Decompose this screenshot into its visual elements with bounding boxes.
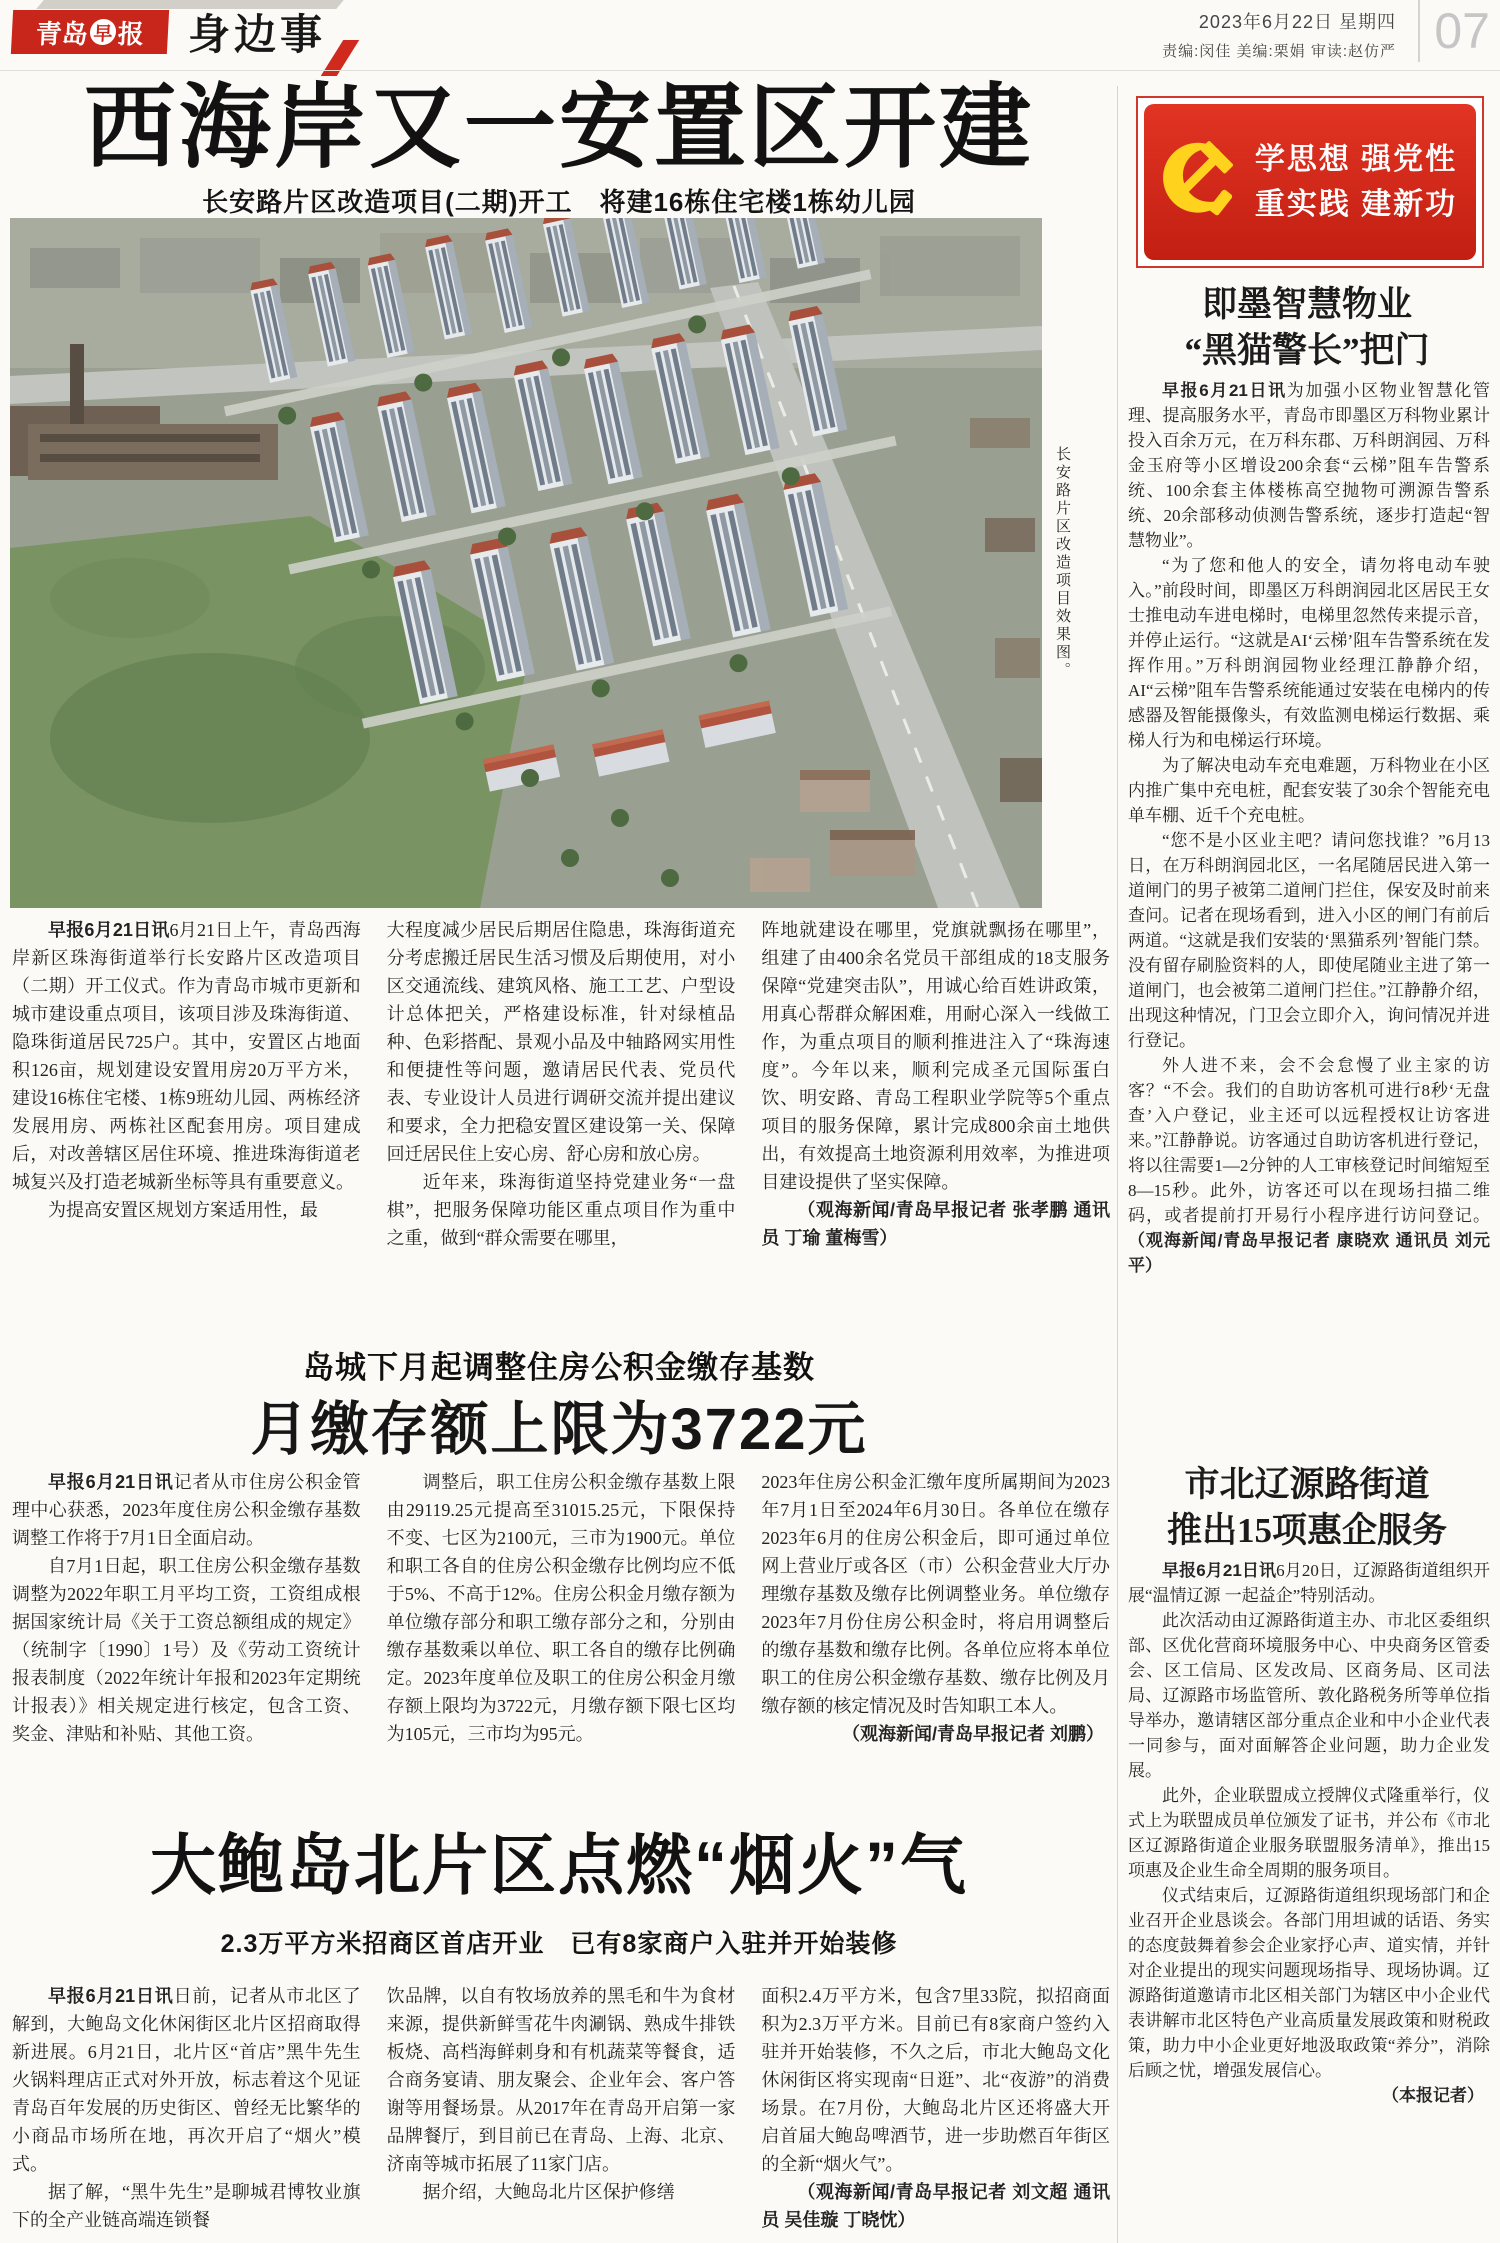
- slogan-line-1: 学思想 强党性: [1254, 143, 1458, 176]
- masthead-circle-glyph: 早: [89, 19, 116, 45]
- byline: （观海新闻/青岛早报记者 康晓欢 通讯员 刘元平）: [1128, 1231, 1490, 1275]
- dateline: 早报6月21日讯: [48, 1472, 174, 1492]
- sidebar-article1-title: 即墨智慧物业 “黑猫警长”把门: [1184, 285, 1430, 370]
- fund-col-3: [761, 1468, 1110, 1748]
- fund-col-1: [12, 1468, 361, 1748]
- article-paragraph: 早报6月21日讯为加强小区物业智慧化管理、提高服务水平，青岛市即墨区万科物业累计投入百余万元，在万科东郡、万科朗润园、万科金玉府等小区增设200余套“云梯”阻车告警系统、100余套主体楼栋高空抛物可溯源告警系统、20余部移动侦测告警系统，逐步打造起“智慧物业”。: [1128, 381, 1490, 550]
- dateline: 早报6月21日讯: [1162, 1561, 1277, 1580]
- byline: （本报记者）: [1382, 2086, 1484, 2105]
- sidebar-divider-rule: [1117, 86, 1118, 2243]
- sidebar-article2-body: [1128, 1558, 1490, 2108]
- main-article-columns: [12, 916, 1110, 1252]
- editors-line: 责编:闵佳 美编:栗娟 审读:赵仿严: [1162, 43, 1396, 60]
- sidebar-article2-title: 市北辽源路街道 推出15项惠企服务: [1166, 1465, 1447, 1550]
- main-col-3: [761, 916, 1110, 1252]
- main-headline: 西海岸又一安置区开建: [83, 77, 1034, 179]
- masthead-text-pre: 青岛: [35, 18, 89, 49]
- article-paragraph: 饮品牌，以自有牧场放养的黑毛和牛为食材来源，提供新鲜雪花牛肉涮锅、熟成牛排铁板烧、高档海鲜刺身和有机蔬菜等餐食，适合商务宴请、朋友聚会、企业年会、客户答谢等用餐场景。从2017年在青岛开启第一家品牌餐厅，到目前已在青岛、上海、北京、济南等城市拓展了11家门店。: [386, 1986, 736, 2174]
- article-paragraph: 外人进不来，会不会怠慢了业主家的访客？“不会。我们的自助访客机可进行8秒‘无盘查’入户登记，业主还可以远程授权让访客进来。”江静静说。访客通过自助访客机进行登记，将以往需要1—2分钟的人工审核登记时间缩短至8—15秒。此外，访客还可以在现场扫描二维码，或者提前打开易行小程序进行访问登记。（观海新闻/青岛早报记者 康晓欢 通讯员 刘元平）: [1128, 1056, 1490, 1275]
- fund-kicker: 岛城下月起调整住房公积金缴存基数: [303, 1350, 815, 1385]
- article-paragraph: 早报6月21日讯6月20日，辽源路街道组织开展“温情辽源 一起益企”特别活动。: [1128, 1561, 1490, 1605]
- article-paragraph: 为了解决电动车充电难题，万科物业在小区内推广集中充电桩，配套安装了30余个智能充电单车棚、近千个充电桩。: [1128, 756, 1490, 825]
- dabaodao-headline: 大鲍岛北片区点燃“烟火”气: [150, 1828, 968, 1902]
- dateline: 早报6月21日讯: [1162, 381, 1287, 400]
- article-paragraph: 近年来，珠海街道坚持党建业务“一盘棋”，把服务保障功能区重点项目作为重中之重，做到“群众需要在哪里，: [386, 1172, 736, 1248]
- article-paragraph: 调整后，职工住房公积金缴存基数上限由29119.25元提高至31015.25元，下限保持不变、七区为2100元，三市为1900元。单位和职工各自的住房公积金缴存比例均应不低于5%、不高于12%。住房公积金月缴存额为单位缴存部分和职工缴存部分之和，分别由缴存基数乘以单位、职工各自的缴存比例确定。2023年度单位及职工的住房公积金月缴存额上限均为3722元，月缴存额下限七区均为105元，三市均为95元。: [386, 1472, 736, 1744]
- section-title: 身边事: [188, 11, 327, 58]
- main-col-1: [12, 916, 361, 1252]
- article-paragraph: 此外，企业联盟成立授牌仪式隆重举行，仪式上为联盟成员单位颁发了证书，并公布《市北区辽源路街道企业服务联盟服务清单》，推出15项惠及企业生命全周期的服务项目。: [1128, 1786, 1490, 1880]
- article-paragraph: 据介绍，大鲍岛北片区保护修缮: [422, 2182, 675, 2202]
- masthead-logo: [11, 10, 169, 54]
- fund-headline: 月缴存额上限为3722元: [250, 1397, 868, 1462]
- article-paragraph: 据了解，“黑牛先生”是聊城君博牧业旗下的全产业链高端连锁餐: [12, 2182, 361, 2230]
- dabaodao-col-2: [387, 1982, 736, 2234]
- dabaodao-col-1: [12, 1982, 361, 2234]
- issue-date: 2023年6月22日 星期四: [1198, 12, 1396, 32]
- article-paragraph: 早报6月21日讯6月21日上午，青岛西海岸新区珠海街道举行长安路片区改造项目（二期）开工仪式。作为青岛市城市更新和城市建设重点项目，该项目涉及珠海街道、隐珠街道居民725户。其中，安置区占地面积126亩，规划建设安置用房20万平方米，建设16栋住宅楼、1栋9班幼儿园、两栋经济发展用房、两栋社区配套用房。项目建成后，对改善辖区居住环境、推进珠海街道老城复兴及打造老城新坐标等具有重要意义。: [12, 920, 361, 1192]
- dabaodao-article-columns: [12, 1982, 1110, 2234]
- party-slogan-badge: [1136, 96, 1484, 268]
- article-paragraph: 早报6月21日讯记者从市住房公积金管理中心获悉，2023年度住房公积金缴存基数调整工作将于7月1日全面启动。: [12, 1472, 361, 1548]
- dateline: 早报6月21日讯: [48, 920, 170, 940]
- article-paragraph: 此次活动由辽源路街道主办、市北区委组织部、区优化营商环境服务中心、中央商务区管委会、区工信局、区发改局、区商务局、区司法局、辽源路市场监管所、敦化路税务所等单位指导举办，邀请辖区部分重点企业和中小企业代表一同参与，面对面解答企业问题，助力企业发展。: [1128, 1611, 1490, 1780]
- dabaodao-col-3: [761, 1982, 1110, 2234]
- article-paragraph: 早报6月21日讯日前，记者从市北区了解到，大鲍岛文化休闲街区北片区招商取得新进展。6月21日，北片区“首店”黑牛先生火锅料理店正式对外开放，标志着这个见证青岛百年发展的历史街区、曾经无比繁华的小商品市场所在地，再次开启了“烟火”模式。: [12, 1986, 361, 2174]
- page-number: 07: [1418, 0, 1490, 62]
- byline: （观海新闻/青岛早报记者 刘文超 通讯员 吴佳璇 丁晓忱）: [761, 2182, 1111, 2230]
- byline: （观海新闻/青岛早报记者 张孝鹏 通讯员 丁瑜 董梅雪）: [761, 1200, 1111, 1248]
- main-col-2: [387, 916, 736, 1252]
- sidebar-article1-body: [1128, 378, 1490, 1278]
- aerial-photo: [10, 218, 1042, 908]
- byline: （观海新闻/青岛早报记者 刘鹏）: [842, 1724, 1105, 1744]
- dateline: 早报6月21日讯: [48, 1986, 174, 2006]
- hammer-sickle-icon: [1154, 136, 1246, 228]
- aerial-photo-illustration: [10, 218, 1042, 908]
- article-paragraph: 阵地就建设在哪里，党旗就飘扬在哪里”，组建了由400余名党员干部组成的18支服务保障“党建突击队”，用诚心给百姓讲政策，用真心帮群众解困难，用耐心深入一线做工作，为重点项目的顺利推进注入了“珠海速度”。今年以来，顺利完成圣元国际蛋白饮、明安路、青岛工程职业学院等5个重点项目的服务保障，累计完成800余亩土地供出，有效提高土地资源利用效率，为推进项目建设提供了坚实保障。: [761, 920, 1111, 1192]
- header-meta: [1162, 8, 1396, 61]
- slogan-line-2: 重实践 建新功: [1254, 188, 1458, 221]
- photo-caption: 长安路片区改造项目效果图。: [1054, 446, 1070, 680]
- fund-col-2: [387, 1468, 736, 1748]
- article-paragraph: 面积2.4万平方米，包含7里33院，拟招商面积为2.3万平方米。目前已有8家商户签约入驻并开始装修，不久之后，市北大鲍岛文化休闲街区将实现南“日逛”、北“夜游”的消费场景。在7月份，大鲍岛北片区还将盛大开启首届大鲍岛啤酒节，进一步助燃百年街区的全新“烟火气”。: [761, 1986, 1111, 2174]
- article-paragraph: 2023年住房公积金汇缴年度所属期间为2023年7月1日至2024年6月30日。各单位在缴存2023年6月的住房公积金后，即可通过单位网上营业厅或各区（市）公积金营业大厅办理缴存基数及缴存比例调整业务。单位缴存2023年7月份住房公积金时，将启用调整后的缴存基数和缴存比例。各单位应将本单位职工的住房公积金缴存基数、缴存比例及月缴存额的核定情况及时告知职工本人。: [761, 1472, 1111, 1716]
- article-paragraph: “您不是小区业主吧？请问您找谁？”6月13日，在万科朗润园北区，一名尾随居民进入第一道闸门的男子被第二道闸门拦住，保安及时前来查问。记者在现场看到，进入小区的闸门有前后两道。“这就是我们安装的‘黑猫系列’智能门禁。没有留存刷脸资料的人，即使尾随业主进了第一道闸门，也会被第二道闸门拦住。”江静静介绍，出现这种情况，门卫会立即介入，询问情况并进行登记。: [1128, 831, 1490, 1050]
- dabaodao-subhead: 2.3万平方米招商区首店开业 已有8家商户入驻并开始装修: [220, 1930, 898, 1958]
- article-paragraph: 自7月1日起，职工住房公积金缴存基数调整为2022年职工月平均工资，工资组成根据国家统计局《关于工资总额组成的规定》（统制字〔1990〕1号）及《劳动工资统计报表制度（2022年统计年报和2023年定期统计报表）》相关规定进行核定，包含工资、奖金、津贴和补贴、其他工资。: [12, 1556, 361, 1744]
- article-paragraph: 为提高安置区规划方案适用性，最: [48, 1200, 318, 1220]
- header-rule: [0, 70, 1500, 71]
- main-subhead: 长安路片区改造项目(二期)开工 将建16栋住宅楼1栋幼儿园: [202, 187, 916, 217]
- party-slogan-badge-inner: [1144, 104, 1476, 260]
- article-paragraph: “为了您和他人的安全，请勿将电动车驶入。”前段时间，即墨区万科朗润园北区居民王女士推电动车进电梯时，电梯里忽然传来提示音，并停止运行。“这就是AI‘云梯’阻车告警系统在发挥作用。”万科朗润园物业经理江静静介绍，AI“云梯”阻车告警系统能通过安装在电梯内的传感器及智能摄像头，有效监测电梯运行数据、乘梯人行为和电梯运行环境。: [1128, 556, 1490, 750]
- masthead-text-post: 报: [117, 18, 145, 49]
- article-paragraph: 仪式结束后，辽源路街道组织现场部门和企业召开企业恳谈会。各部门用坦诚的话语、务实的态度鼓舞着参会企业家抒心声、道实情，并针对企业提出的现实问题现场指导、现场协调。辽源路街道邀请市北区相关部门为辖区中小企业代表讲解市北区特色产业高质量发展政策和财税政策，助力中小企业更好地汲取政策“养分”，消除后顾之忧，增强发展信心。: [1128, 1886, 1490, 2080]
- article-paragraph: 大程度减少居民后期居住隐患，珠海街道充分考虑搬迁居民生活习惯及后期使用，对小区交通流线、建筑风格、施工工艺、户型设计总体把关，严格建设标准，针对绿植品种、色彩搭配、景观小品及中轴路网实用性和便捷性等问题，邀请居民代表、党员代表、专业设计人员进行调研交流并提出建议和要求，全力把稳安置区建设第一关、保障回迁居民住上安心房、舒心房和放心房。: [386, 920, 736, 1164]
- party-slogan-text: [1246, 137, 1466, 227]
- fund-article-columns: [12, 1468, 1110, 1748]
